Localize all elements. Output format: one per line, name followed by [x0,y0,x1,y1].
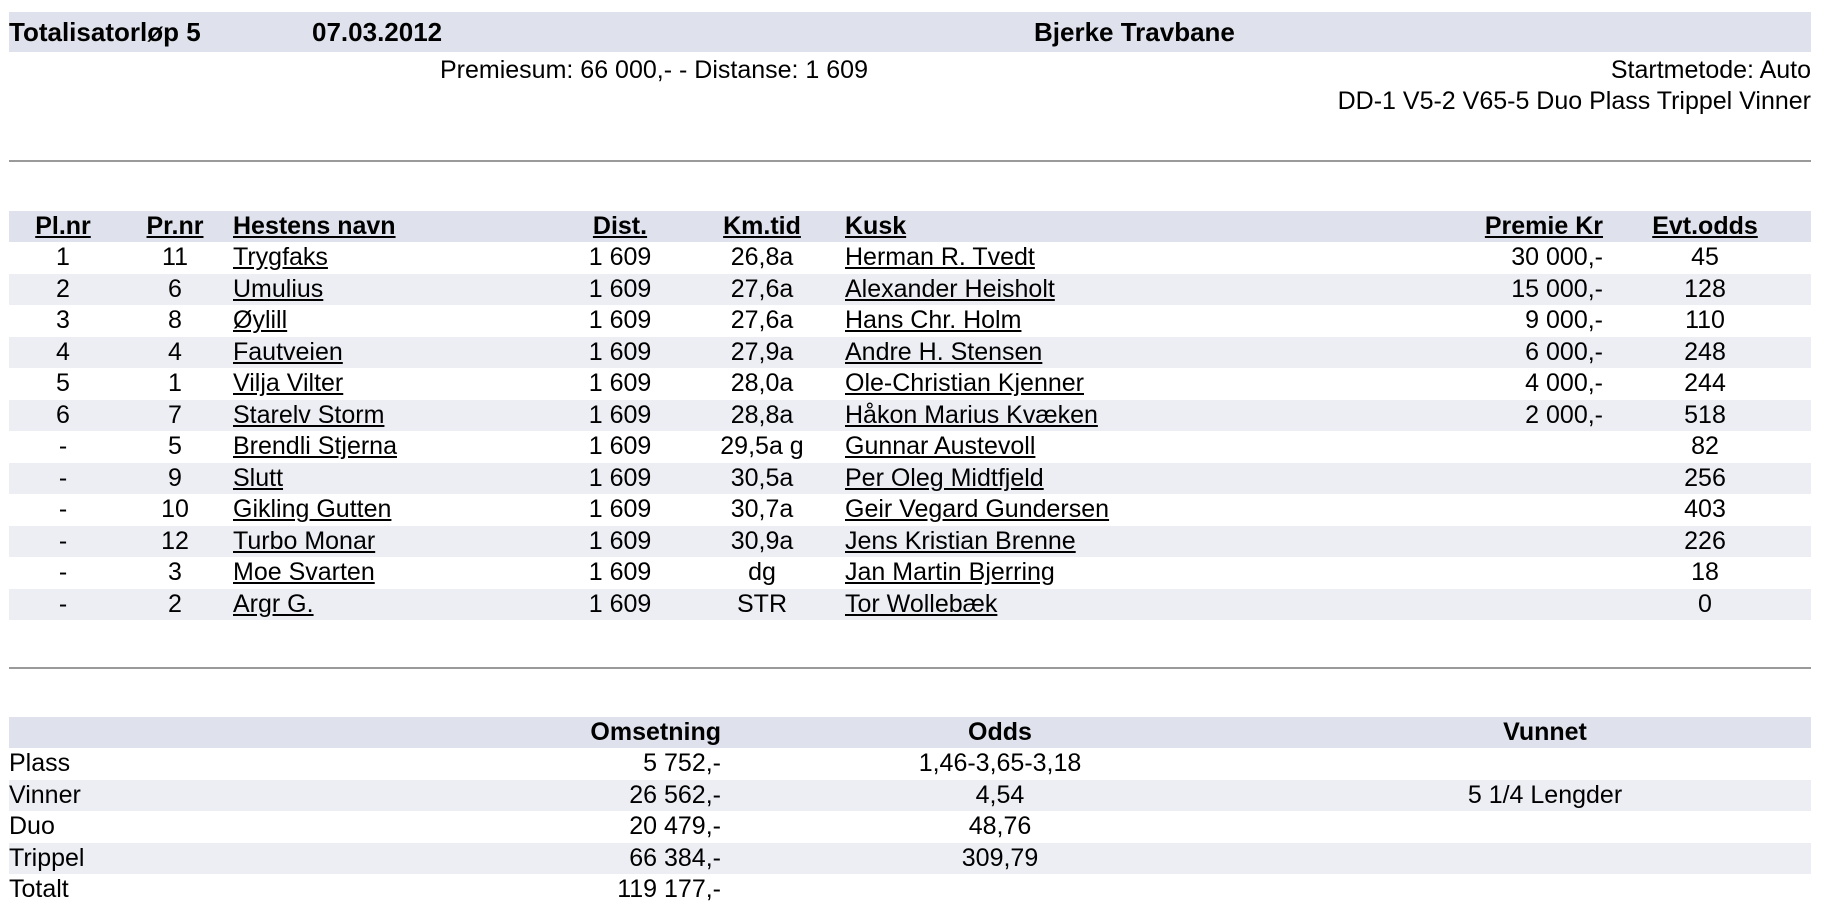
horse-link[interactable]: Fautveien [233,337,343,366]
cell-km-time: 30,7a [730,495,794,523]
horse-link[interactable]: Trygfaks [233,243,328,271]
driver-link[interactable]: Hans Chr. Holm [845,306,1022,334]
cell-odds: 518 [1684,400,1726,429]
cell-prize: 9 000,- [1525,306,1603,334]
cell-program-nr: 1 [168,369,182,397]
bet-types: DD-1 V5-2 V65-5 Duo Plass Trippel Vinner [1337,87,1811,115]
bet-type: Totalt [9,875,69,903]
col-header-turnover: Omsetning [590,718,721,746]
driver-link[interactable]: Alexander Heisholt [845,274,1055,303]
bet-won: 5 1/4 Lengder [1467,780,1623,809]
cell-odds: 128 [1684,274,1726,303]
cell-prize: 2 000,- [1525,400,1603,429]
race-date: 07.03.2012 [312,17,443,47]
cell-odds: 0 [1698,589,1712,618]
cell-place: 1 [56,243,70,271]
cell-place: 4 [56,337,70,366]
bet-type: Duo [9,812,55,840]
cell-km-time: 27,6a [730,274,794,303]
cell-prize: 6 000,- [1525,337,1603,366]
col-header-horse[interactable]: Hestens navn [233,212,396,240]
cell-distance: 1 609 [588,526,652,555]
cell-program-nr: 9 [168,463,182,492]
race-title: Totalisatorløp 5 [9,17,201,47]
col-header-kmtid[interactable]: Km.tid [723,212,801,240]
cell-place: 6 [56,400,70,429]
horse-link[interactable]: Starelv Storm [233,400,385,429]
driver-link[interactable]: Håkon Marius Kvæken [845,400,1098,429]
col-header-dist[interactable]: Dist. [592,212,648,240]
cell-program-nr: 2 [168,589,182,618]
bet-turnover: 26 562,- [629,780,721,809]
horse-link[interactable]: Turbo Monar [233,526,376,555]
cell-prize: 4 000,- [1525,369,1603,397]
bet-turnover: 66 384,- [629,843,721,872]
cell-place: - [58,589,68,618]
cell-distance: 1 609 [588,558,652,586]
cell-odds: 18 [1691,558,1719,586]
driver-link[interactable]: Tor Wollebæk [845,589,998,618]
cell-odds: 110 [1685,306,1725,334]
cell-distance: 1 609 [588,306,652,334]
bet-type: Plass [9,749,71,777]
cell-km-time: 30,9a [730,526,794,555]
horse-link[interactable]: Umulius [233,274,324,303]
bet-type: Vinner [9,780,81,809]
cell-program-nr: 11 [162,243,188,271]
cell-odds: 45 [1691,243,1719,271]
col-header-prize[interactable]: Premie Kr [1484,212,1603,240]
cell-program-nr: 5 [168,432,182,460]
horse-link[interactable]: Brendli Stjerna [233,432,397,460]
cell-km-time: 26,8a [730,243,794,271]
cell-distance: 1 609 [588,274,652,303]
driver-link[interactable]: Jan Martin Bjerring [845,558,1055,586]
cell-prize: 30 000,- [1511,243,1603,271]
cell-km-time: 28,0a [730,369,794,397]
cell-program-nr: 4 [168,337,182,366]
cell-distance: 1 609 [588,369,652,397]
cell-odds: 256 [1684,463,1726,492]
horse-link[interactable]: Argr G. [233,589,314,618]
cell-distance: 1 609 [588,463,652,492]
divider-middle [9,667,1811,669]
cell-km-time: STR [737,589,787,618]
cell-place: 2 [56,274,70,303]
cell-prize: 15 000,- [1511,274,1603,303]
driver-link[interactable]: Geir Vegard Gundersen [845,495,1110,523]
cell-km-time: dg [748,558,776,586]
bet-odds: 48,76 [968,812,1032,840]
cell-distance: 1 609 [588,243,652,271]
horse-link[interactable]: Moe Svarten [233,558,375,586]
cell-distance: 1 609 [588,432,652,460]
start-method: Startmetode: Auto [1610,56,1811,84]
cell-odds: 82 [1691,432,1719,460]
cell-odds: 248 [1684,337,1726,366]
cell-distance: 1 609 [588,400,652,429]
cell-place: 5 [56,369,70,397]
cell-km-time: 30,5a [730,463,794,492]
bet-type: Trippel [9,843,85,872]
col-header-pr[interactable]: Pr.nr [146,212,204,240]
col-header-driver[interactable]: Kusk [845,212,907,240]
horse-link[interactable]: Gikling Gutten [233,495,392,523]
horse-link[interactable]: Vilja Vilter [233,369,344,397]
cell-distance: 1 609 [588,495,652,523]
cell-odds: 403 [1684,495,1726,523]
cell-distance: 1 609 [588,589,652,618]
horse-link[interactable]: Øylill [233,306,288,334]
cell-km-time: 27,6a [730,306,794,334]
title-bar [9,12,1811,52]
driver-link[interactable]: Andre H. Stensen [845,337,1043,366]
cell-odds: 244 [1684,369,1726,397]
cell-place: - [58,526,68,555]
bet-turnover: 119 177,- [617,875,721,903]
driver-link[interactable]: Gunnar Austevoll [845,432,1036,460]
track-name: Bjerke Travbane [1034,17,1235,47]
cell-program-nr: 3 [168,558,182,586]
cell-place: - [58,463,68,492]
driver-link[interactable]: Per Oleg Midtfjeld [845,463,1044,492]
bet-odds: 1,46-3,65-3,18 [918,749,1082,777]
prize-distance: Premiesum: 66 000,- - Distanse: 1 609 [440,56,868,84]
cell-place: - [58,558,68,586]
bet-odds: 4,54 [975,780,1025,809]
cell-program-nr: 12 [161,526,189,555]
horse-link[interactable]: Slutt [233,463,284,492]
cell-odds: 226 [1684,526,1726,555]
bet-turnover: 20 479,- [629,812,721,840]
bet-turnover: 5 752,- [643,749,721,777]
cell-km-time: 29,5a g [720,432,804,460]
cell-km-time: 28,8a [730,400,794,429]
cell-program-nr: 7 [168,400,182,429]
col-header-pl[interactable]: Pl.nr [35,212,91,240]
driver-link[interactable]: Jens Kristian Brenne [845,526,1076,555]
cell-distance: 1 609 [588,337,652,366]
driver-link[interactable]: Herman R. Tvedt [845,243,1035,271]
col-header-won: Vunnet [1503,718,1587,746]
cell-place: - [58,432,68,460]
divider-top [9,160,1811,162]
bet-odds: 309,79 [961,843,1039,872]
cell-km-time: 27,9a [730,337,794,366]
cell-program-nr: 6 [168,274,182,303]
cell-program-nr: 8 [168,306,182,334]
cell-place: 3 [56,306,70,334]
driver-link[interactable]: Ole-Christian Kjenner [845,369,1084,397]
cell-program-nr: 10 [161,495,189,523]
col-header-odds[interactable]: Evt.odds [1652,212,1758,240]
cell-place: - [58,495,68,523]
col-header-bet-odds: Odds [968,718,1032,746]
